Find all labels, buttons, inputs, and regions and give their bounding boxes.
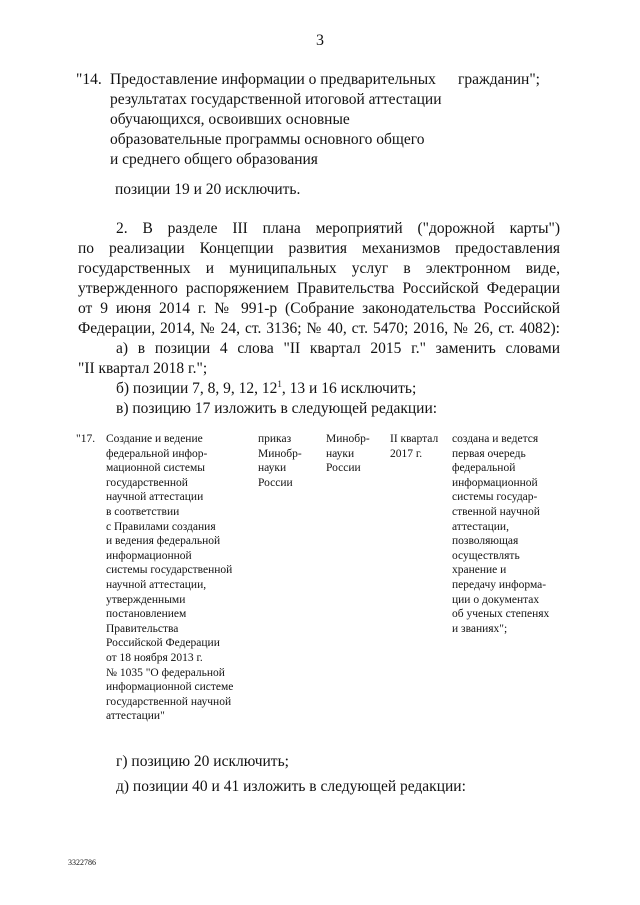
cell-line: науки (258, 462, 287, 475)
item17-col-responsible (326, 432, 370, 476)
cell-line: и ведения федеральной (106, 535, 221, 548)
cell-line: информационной системе (106, 681, 234, 694)
superscript: 1 (277, 378, 282, 389)
cell-line: позволяющая (452, 535, 519, 548)
item14-line: обучающихся, освоивших основные (110, 111, 350, 128)
cell-line: ции о документах (452, 593, 540, 606)
item14-line: Предоставление информации о предварительных (110, 71, 436, 88)
cell-line: информационной (452, 476, 538, 489)
cell-line: системы государ- (452, 491, 538, 504)
cell-line: хранение и (452, 564, 507, 577)
cell-line: государственной научной (106, 695, 232, 708)
section2-line: 2. В разделе III плана мероприятий ("дорожной карты") (116, 220, 560, 237)
cell-line: аттестации" (106, 710, 165, 723)
item14-number: "14. (76, 71, 102, 88)
cell-line: научной аттестации, (106, 578, 207, 591)
cell-line: передачу информа- (452, 578, 547, 591)
cell-line: осуществлять (452, 549, 520, 562)
item14-line: образовательные программы основного общего (110, 131, 425, 148)
paragraph-exclude-19-20: позиции 19 и 20 исключить. (115, 181, 301, 198)
section2-line: по реализации Концепции развития механизмов предоставления (78, 240, 560, 257)
cell-line: с Правилами создания (106, 520, 216, 533)
cell-line: первая очередь (452, 447, 526, 460)
cell-line: Российской Федерации (106, 637, 220, 650)
cell-line: научной аттестации (106, 491, 204, 504)
line-d: д) позиции 40 и 41 изложить в следующей редакции: (116, 778, 466, 795)
section2-line: а) в позиции 4 слова "II квартал 2015 г." заменить словами (116, 340, 560, 357)
item17-col-deadline (390, 432, 438, 461)
line-g: г) позицию 20 исключить; (116, 753, 289, 770)
cell-line: России (326, 462, 361, 475)
item14-line: результатах государственной итоговой аттестации (110, 91, 442, 108)
line-v: в) позицию 17 изложить в следующей редакции: (116, 400, 438, 417)
section2-line: утвержденного распоряжением Правительства Российской Федерации (78, 280, 560, 297)
cell-line: системы государственной (106, 564, 233, 577)
cell-line: государственной (106, 476, 188, 489)
cell-line: аттестации, (452, 520, 509, 533)
cell-line: от 18 ноября 2013 г. (106, 651, 203, 664)
cell-line: федеральной (452, 462, 516, 475)
item17-col-document (258, 432, 302, 490)
cell-line: 2017 г. (390, 447, 423, 460)
item17-number: "17. (76, 433, 96, 445)
cell-line: утвержденными (106, 593, 186, 606)
section2-line: "II квартал 2018 г."; (78, 360, 208, 377)
cell-line: и званиях"; (452, 622, 508, 635)
cell-line: науки (326, 447, 355, 460)
cell-line: приказ (258, 433, 292, 445)
cell-line: в соответствии (106, 505, 180, 518)
cell-line: Минобр- (258, 447, 302, 460)
item14-line: и среднего общего образования (110, 151, 318, 168)
cell-line: постановлением (106, 608, 187, 621)
cell-line: об ученых степенях (452, 608, 550, 621)
item17-col-result (452, 432, 549, 636)
item17-col-description (106, 432, 233, 724)
cell-line: II квартал (390, 433, 439, 445)
cell-line: ственной научной (452, 505, 540, 518)
cell-line: № 1035 "О федеральной (106, 666, 225, 679)
item14-description (110, 70, 442, 170)
cell-line: федеральной инфор- (106, 447, 208, 460)
cell-line: информационной (106, 549, 192, 562)
item14-right-text: гражданин"; (458, 71, 540, 88)
cell-line: Правительства (106, 622, 179, 635)
page-number: 3 (316, 32, 324, 49)
line-b: б) позиции 7, 8, 9, 12, $12^1$, 13 и 16 исключить; (116, 378, 417, 397)
section2-line: Федерации, 2014, № 24, ст. 3136; № 40, ст. 5470; 2016, № 26, ст. 4082): (78, 320, 560, 337)
section2-line: государственных и муниципальных услуг в электронном виде, (78, 260, 560, 277)
section2-paragraph (78, 219, 560, 419)
cell-line: мационной системы (106, 462, 205, 475)
cell-line: Минобр- (326, 433, 370, 445)
section2-line: от 9 июня 2014 г. № 991-р (Собрание законодательства Российской (78, 300, 560, 317)
cell-line: России (258, 476, 293, 489)
footer-code: 3322786 (68, 858, 96, 867)
cell-line: создана и ведется (452, 433, 539, 445)
cell-line: Создание и ведение (106, 433, 203, 445)
